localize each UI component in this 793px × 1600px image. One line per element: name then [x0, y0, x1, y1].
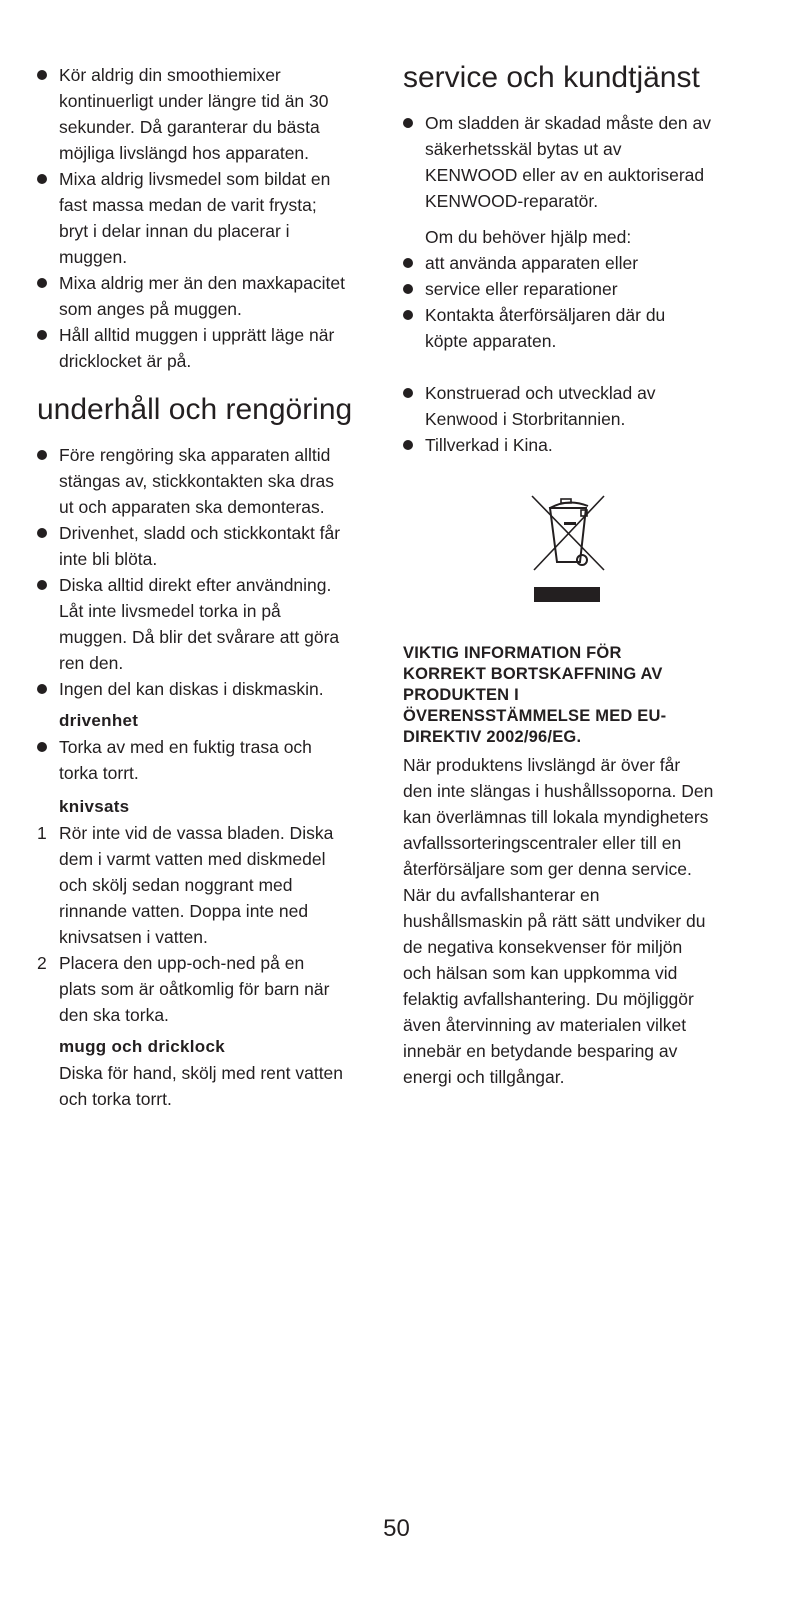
bullet-icon — [403, 310, 413, 320]
bullet-icon — [403, 440, 413, 450]
numbered-item — [37, 820, 387, 950]
list-item-text: Före rengöring ska apparaten alltid stängas av, stickkontakten ska dras ut och apparaten ska demonteras. — [59, 445, 334, 517]
list-item — [37, 270, 387, 322]
bullet-icon — [37, 278, 47, 288]
bullet-icon — [37, 174, 47, 184]
crossed-out-wheelie-bin-icon — [530, 494, 608, 606]
service-bullets — [403, 110, 763, 458]
bullet-icon — [37, 580, 47, 590]
list-item-text: Håll alltid muggen i upprätt läge när dricklocket är på. — [59, 325, 335, 371]
section-heading-service: service och kundtjänst — [403, 61, 700, 94]
subheading-mugg: mugg och dricklock — [59, 1037, 225, 1056]
list-item — [403, 302, 763, 354]
list-item — [403, 110, 763, 214]
bullet-icon — [37, 450, 47, 460]
weee-text: När produktens livslängd är över får den inte slängas i hushållssoporna. Den kan överlämnas till lokala myndigheters avfallssorteringscentraler eller till en återförsäljare som ger denna service. När du avfallshanterar en hushållsmaskin på rätt sätt undviker du de negativa konsekvenser för miljön och hälsan som kan uppkomma vid felaktig avfallshantering. Du möjliggör även återvinning av materialen vilket innebär en betydande besparing av energi och tillgångar. — [403, 755, 714, 1087]
bullet-icon — [37, 528, 47, 538]
list-item — [403, 432, 763, 458]
step-text: Placera den upp-och-ned på en plats som är oåtkomlig för barn när den ska torka. — [59, 953, 330, 1025]
section-heading-care: underhåll och rengöring — [37, 393, 353, 426]
bullet-icon — [37, 684, 47, 694]
weee-section — [403, 643, 768, 1090]
list-item — [37, 322, 387, 374]
list-item — [403, 380, 763, 432]
list-item-text: Konstruerad och utvecklad av Kenwood i Storbritannien. — [425, 383, 656, 429]
weee-heading: VIKTIG INFORMATION FÖR KORREKT BORTSKAFFNING AV PRODUKTEN I ÖVERENSSTÄMMELSE MED EU- DIREKTIV 2002/96/EG. — [403, 644, 667, 746]
list-item-text: Kontakta återförsäljaren där du köpte apparaten. — [425, 305, 666, 351]
step-text: Rör inte vid de vassa bladen. Diska dem i varmt vatten med diskmedel och skölj sedan noggrant med rinnande vatten. Doppa inte ned knivsatsen i vatten. — [59, 823, 334, 947]
list-item-text: Mixa aldrig mer än den maxkapacitet som anges på muggen. — [59, 273, 345, 319]
list-item — [37, 166, 387, 270]
list-item — [37, 734, 387, 786]
list-item-text: Diska alltid direkt efter användning. Låt inte livsmedel torka in på muggen. Då blir det svårare att göra ren den. — [59, 575, 340, 673]
list-item — [403, 276, 763, 302]
bullet-icon — [403, 118, 413, 128]
subheading-knivsats: knivsats — [59, 797, 130, 816]
list-item-text: Torka av med en fuktig trasa och torka torrt. — [59, 737, 312, 783]
list-item-text: service eller reparationer — [425, 279, 618, 299]
bullet-icon — [403, 258, 413, 268]
list-item — [37, 520, 387, 572]
list-item-text: att använda apparaten eller — [425, 253, 639, 273]
list-item — [403, 250, 763, 276]
bullet-icon — [37, 742, 47, 752]
list-item — [37, 676, 387, 702]
subheading-drivenhet: drivenhet — [59, 711, 139, 730]
list-item-text: Ingen del kan diskas i diskmaskin. — [59, 679, 324, 699]
step-number: 2 — [37, 953, 47, 973]
care-bullets — [37, 442, 387, 1112]
step-number: 1 — [37, 823, 47, 843]
bullet-icon — [403, 284, 413, 294]
list-item — [37, 442, 387, 520]
bullet-icon — [37, 330, 47, 340]
list-item-text: Tillverkad i Kina. — [425, 435, 553, 455]
bullet-icon — [37, 70, 47, 80]
numbered-item — [37, 950, 387, 1028]
help-intro: Om du behöver hjälp med: — [425, 227, 632, 247]
list-item-text: Kör aldrig din smoothiemixer kontinuerligt under längre tid än 30 sekunder. Då garanterar du bästa möjliga livslängd hos apparaten. — [59, 65, 329, 163]
page-number: 50 — [383, 1515, 410, 1542]
list-item — [37, 572, 387, 676]
list-item — [37, 62, 387, 166]
list-item-text: Mixa aldrig livsmedel som bildat en fast massa medan de varit frysta; bryt i delar innan du placerar i muggen. — [59, 169, 331, 267]
bullet-icon — [403, 388, 413, 398]
list-item-text: Drivenhet, sladd och stickkontakt får inte bli blöta. — [59, 523, 341, 569]
list-item-text: Om sladden är skadad måste den av säkerhetsskäl bytas ut av KENWOOD eller av en auktoriserad KENWOOD-reparatör. — [425, 113, 711, 211]
safety-bullets — [37, 62, 387, 374]
mugg-text: Diska för hand, skölj med rent vatten och torka torrt. — [59, 1063, 344, 1109]
